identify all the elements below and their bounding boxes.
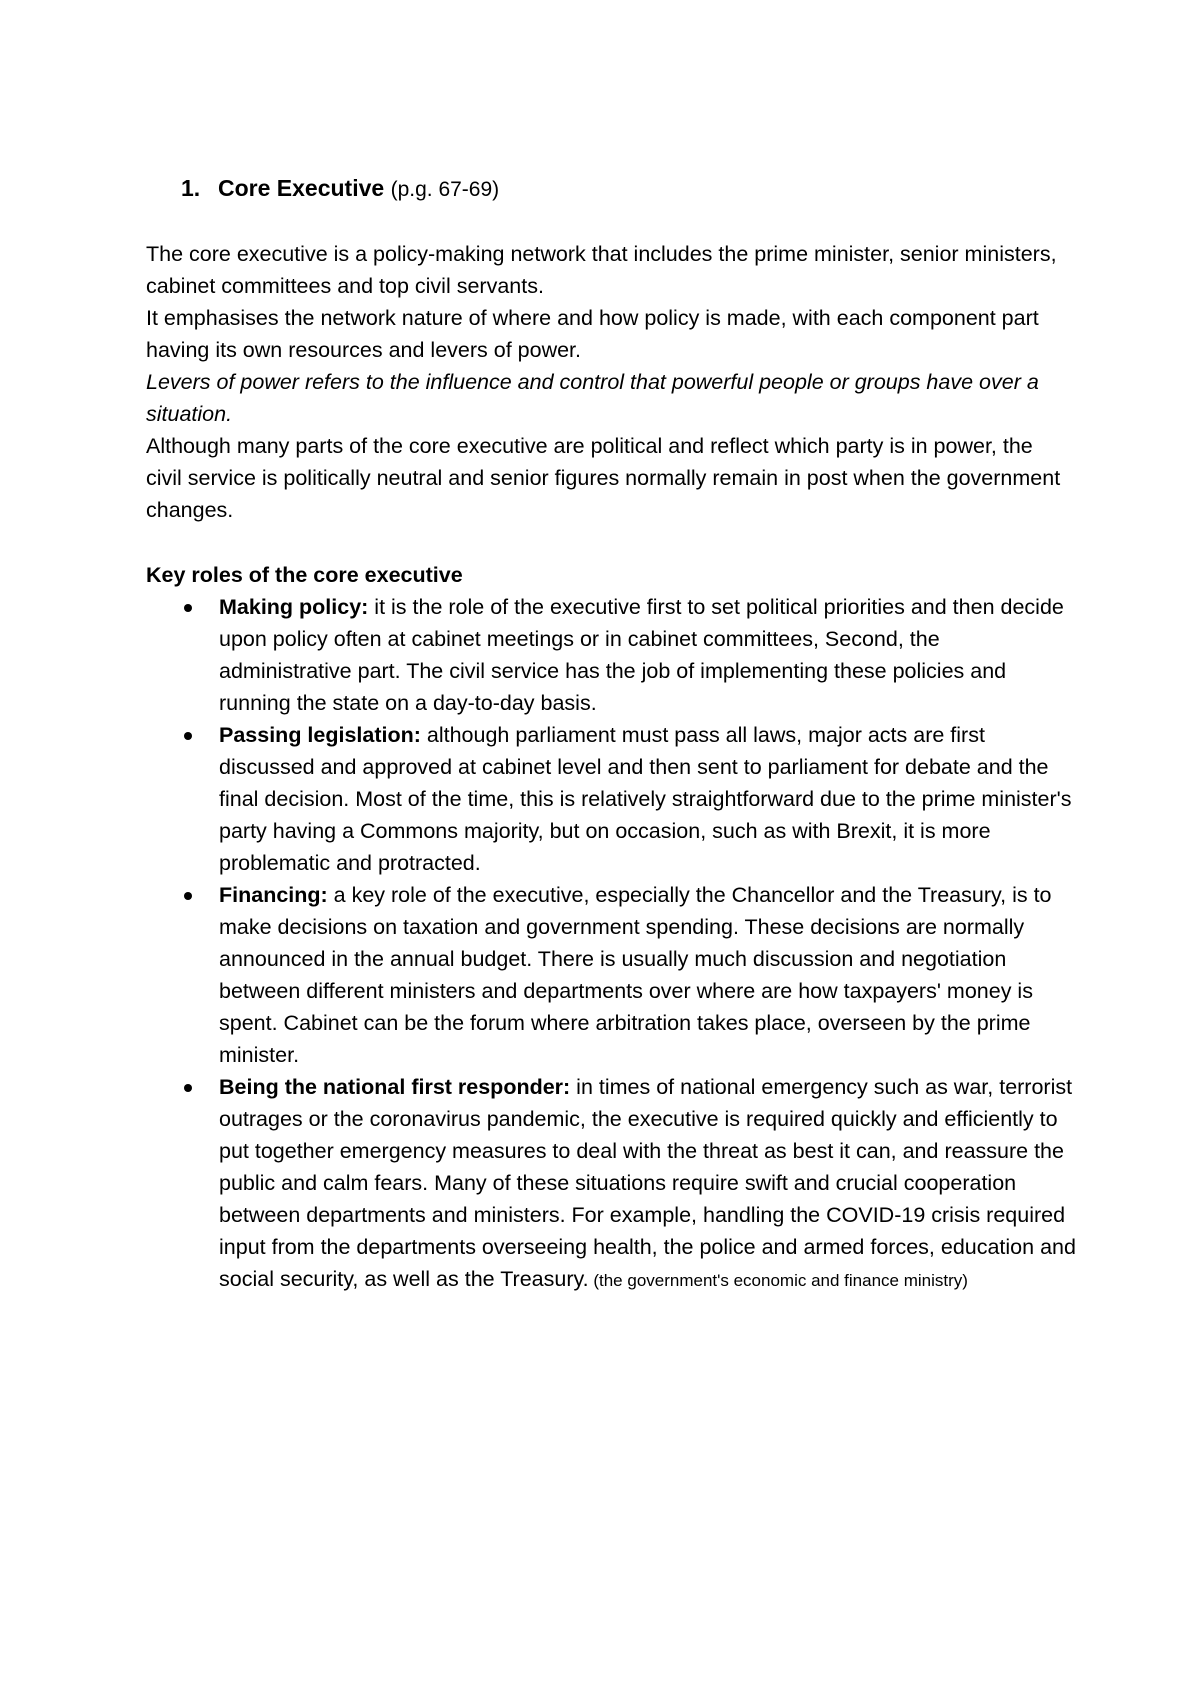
list-item bbox=[146, 879, 1076, 1071]
role-description: it is the role of the executive first to set political priorities and then decide upon policy often at cabinet meetings or in cabinet committees, Second, the administrative part. The civil service has the job of implementing these policies and running the state on a day-to-day basis. bbox=[219, 595, 1064, 715]
role-term: Being the national first responder: bbox=[219, 1075, 571, 1099]
role-description: in times of national emergency such as war, terrorist outrages or the coronavirus pandemic, the executive is required quickly and efficiently to put together emergency measures to deal with the threat as best it can, and reassure the public and calm fears. Many of these situations require swift and crucial cooperation between departments and ministers. For example, handling the COVID-19 crisis required input from the departments overseeing health, the police and armed forces, education and social security, as well as the Treasury. bbox=[219, 1075, 1076, 1291]
intro-paragraph-1: The core executive is a policy-making network that includes the prime minister, senior ministers, cabinet committees and top civil servants. bbox=[146, 242, 1057, 298]
role-term: Financing: bbox=[219, 883, 328, 907]
list-item bbox=[146, 591, 1076, 719]
list-item bbox=[146, 1071, 1076, 1297]
section-number: 1. bbox=[181, 175, 201, 201]
list-item bbox=[146, 719, 1076, 879]
levers-definition: Levers of power refers to the influence and control that powerful people or groups have over a situation. bbox=[146, 370, 1039, 426]
role-term: Making policy: bbox=[219, 595, 369, 619]
section-title: Core Executive bbox=[218, 175, 385, 201]
intro-paragraph-4: Although many parts of the core executive are political and reflect which party is in power, the civil service is politically neutral and senior figures normally remain in post when the government changes. bbox=[146, 434, 1061, 522]
role-description: a key role of the executive, especially the Chancellor and the Treasury, is to make decisions on taxation and government spending. These decisions are normally announced in the annual budget. There is usually much discussion and negotiation between different ministers and departments over where are how taxpayers' money is spent. Cabinet can be the forum where arbitration takes place, overseen by the prime minister. bbox=[219, 883, 1052, 1067]
key-roles-list bbox=[146, 591, 1076, 1297]
role-term: Passing legislation: bbox=[219, 723, 421, 747]
key-roles-heading: Key roles of the core executive bbox=[146, 563, 463, 587]
role-description: although parliament must pass all laws, major acts are first discussed and approved at cabinet level and then sent to parliament for debate and the final decision. Most of the time, this is relatively straightforward due to the prime minister's party having a Commons majority, but on occasion, such as with Brexit, it is more problematic and protracted. bbox=[219, 723, 1072, 875]
intro-text bbox=[146, 238, 1066, 526]
bullet-icon bbox=[184, 604, 192, 612]
intro-paragraph-2: It emphasises the network nature of where and how policy is made, with each component part having its own resources and levers of power. bbox=[146, 306, 1039, 362]
bullet-icon bbox=[184, 732, 192, 740]
page-reference: (p.g. 67-69) bbox=[390, 178, 500, 201]
section-heading bbox=[181, 172, 499, 206]
treasury-note: (the government's economic and finance ministry) bbox=[588, 1271, 968, 1290]
bullet-icon bbox=[184, 892, 192, 900]
bullet-icon bbox=[184, 1084, 192, 1092]
